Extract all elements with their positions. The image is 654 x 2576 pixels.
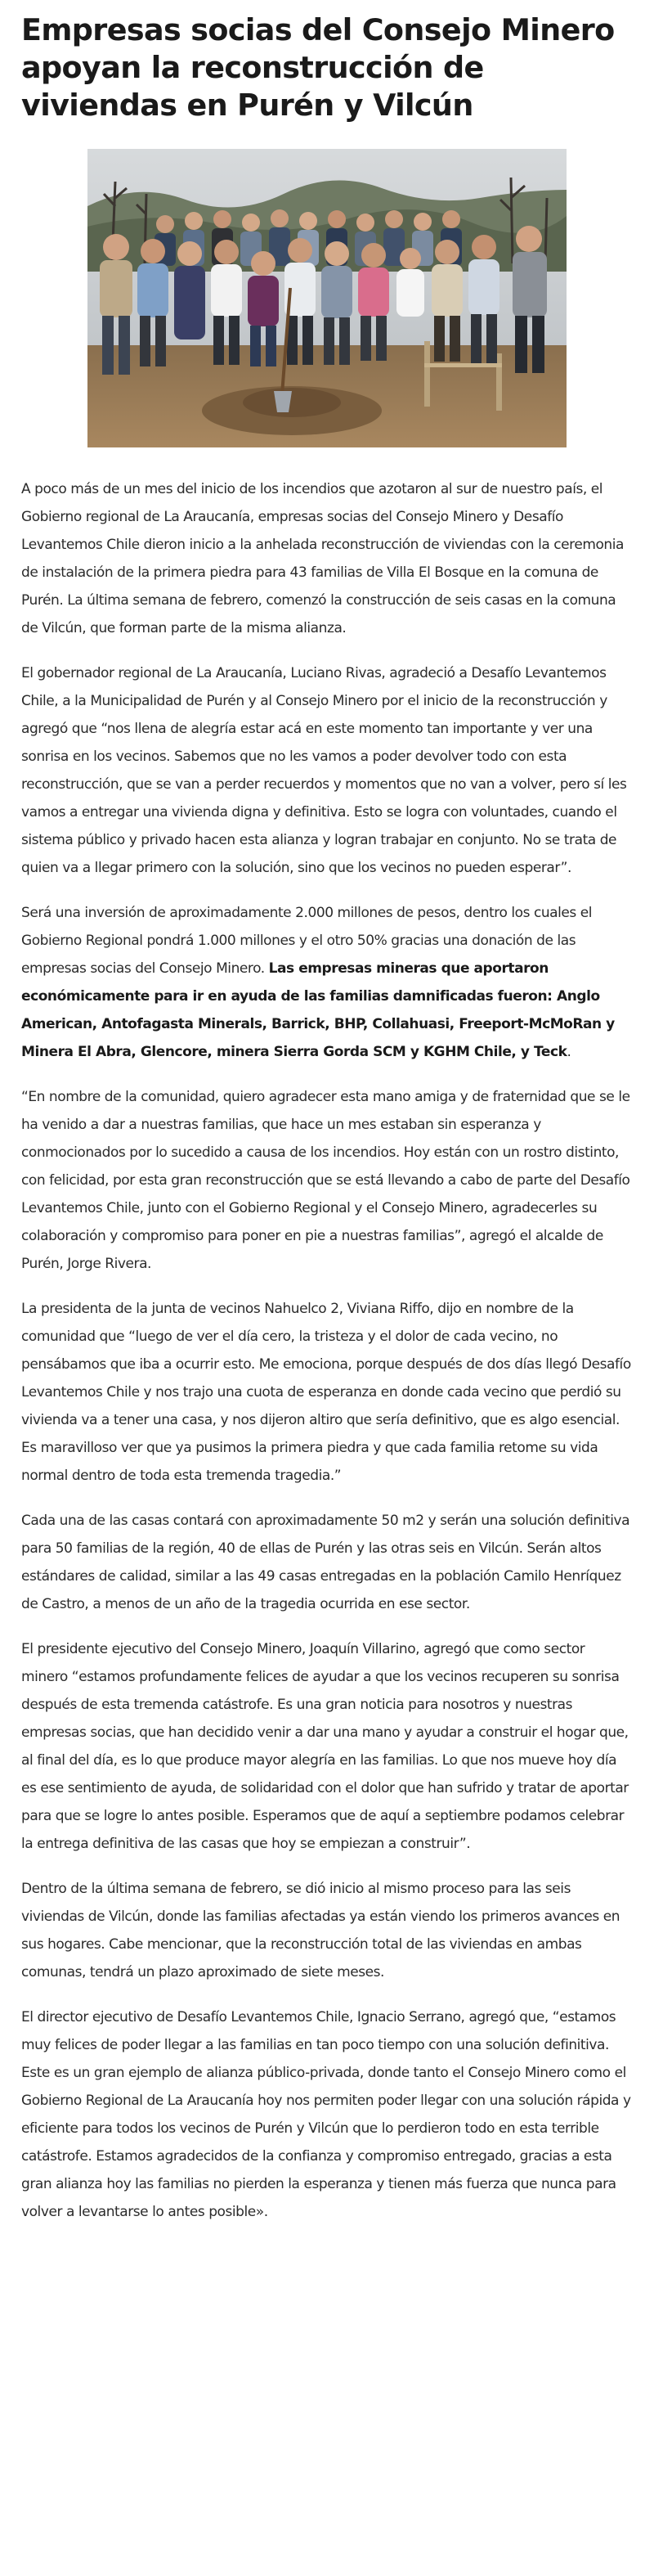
article-title: Empresas socias del Consejo Minero apoyan la reconstrucción de viviendas en Purén y Vilcún	[21, 12, 615, 123]
article-body	[21, 475, 633, 2226]
paragraph-3-tail: .	[567, 1044, 571, 1060]
paragraph-3	[21, 899, 633, 1066]
paragraph-9: El director ejecutivo de Desafío Levantemos Chile, Ignacio Serrano, agregó que, “estamos muy felices de poder llegar a las familias en tan poco tiempo con una solución definitiva. Este es un gran ejemplo de alianza público-privada, donde tanto el Consejo Minero como el Gobierno Regional de La Araucanía hoy nos permiten poder llegar con una solución rápida y eficiente para todos los vecinos de Purén y Vilcún que lo perdieron todo en esta terrible catástrofe. Estamos agradecidos de la confianza y compromiso entregado, gracias a esta gran alianza hoy las familias no pierden la esperanza y tienen más fuerza que nunca para volver a levantarse lo antes posible».	[21, 2009, 631, 2220]
paragraph-1: A poco más de un mes del inicio de los incendios que azotaron al sur de nuestro país, el Gobierno regional de La Araucanía, empresas socias del Consejo Minero y Desafío Levantemos Chile dieron inicio a la anhelada reconstrucción de viviendas con la ceremonia de instalación de la primera piedra para 43 familias de Villa El Bosque en la comuna de Purén. La última semana de febrero, comenzó la construcción de seis casas en la comuna de Vilcún, que forman parte de la misma alianza.	[21, 481, 624, 636]
paragraph-7: El presidente ejecutivo del Consejo Minero, Joaquín Villarino, agregó que como sector minero “estamos profundamente felices de ayudar a que los vecinos recuperen su sonrisa después de esta tremenda catástrofe. Es una gran noticia para nosotros y nuestras empresas socias, que han decidido venir a dar una mano y ayudar a construir el hogar que, al final del día, es lo que produce mayor alegría en las familias. Lo que nos mueve hoy día es ese sentimiento de ayuda, de solidaridad con el dolor que han sufrido y tratar de aportar para que se logre lo antes posible. Esperamos que de aquí a septiembre podamos celebrar la entrega definitiva de las casas que hoy se empiezan a construir”.	[21, 1641, 629, 1852]
paragraph-6: Cada una de las casas contará con aproximadamente 50 m2 y serán una solución definitiva para 50 familias de la región, 40 de ellas de Purén y las otras seis en Vilcún. Serán altos estándares de calidad, similar a las 49 casas entregadas en la población Camilo Henríquez de Castro, a menos de un año de la tragedia ocurrida en ese sector.	[21, 1513, 630, 1612]
paragraph-4: “En nombre de la comunidad, quiero agradecer esta mano amiga y de fraternidad que se le ha venido a dar a nuestras familias, que hace un mes estaban sin esperanza y conmocionados por lo sucedido a causa de los incendios. Hoy están con un rostro distinto, con felicidad, por esta gran reconstrucción que se está llevando a cabo de parte del Desafío Levantemos Chile, junto con el Gobierno Regional y el Consejo Minero, agradecerles su colaboración y compromiso para poner en pie a nuestras familias”, agregó el alcalde de Purén, Jorge Rivera.	[21, 1089, 630, 1272]
article-photo	[87, 149, 567, 447]
group-photo-icon	[87, 149, 567, 447]
mining-companies-list: Las empresas mineras que aportaron económicamente para ir en ayuda de las familias damnificadas fueron: Anglo American, Antofagasta Minerals, Barrick, BHP, Collahuasi, Freeport-McMoRan y Minera El Abra, Glencore, minera Sierra Gorda SCM y KGHM Chile, y Teck	[21, 960, 615, 1060]
paragraph-3-text: Será una inversión de aproximadamente 2.000 millones de pesos, dentro los cuales el Gobierno Regional pondrá 1.000 millones y el otro 50% gracias una donación de las empresas socias del Consejo Minero.	[21, 905, 593, 977]
paragraph-5: La presidenta de la junta de vecinos Nahuelco 2, Viviana Riffo, dijo en nombre de la comunidad que “luego de ver el día cero, la tristeza y el dolor de cada vecino, no pensábamos que iba a ocurrir esto. Me emociona, porque después de dos días llegó Desafío Levantemos Chile y nos trajo una cuota de esperanza en donde cada vecino que perdió su vivienda va a tener una casa, y nos dijeron altiro que sería definitivo, que es algo esencial. Es maravilloso ver que ya pusimos la primera piedra y que cada familia retome su vida normal dentro de toda esta tremenda tragedia.”	[21, 1301, 631, 1484]
paragraph-2: El gobernador regional de La Araucanía, Luciano Rivas, agradeció a Desafío Levantemos Chile, a la Municipalidad de Purén y al Consejo Minero por el inicio de la reconstrucción y agregó que “nos llena de alegría estar acá en este momento tan importante y ver una sonrisa en los vecinos. Sabemos que no les vamos a poder devolver todo con esta reconstrucción, que se van a perder recuerdos y momentos que no van a volver, pero sí les vamos a entregar una vivienda digna y definitiva. Esto se logra con voluntades, cuando el sistema público y privado hacen esta alianza y logran trabajar en conjunto. No se trata de quien va a llegar primero con la solución, sino que los vecinos no pueden esperar”.	[21, 665, 627, 876]
paragraph-8: Dentro de la última semana de febrero, se dió inicio al mismo proceso para las seis viviendas de Vilcún, donde las familias afectadas ya están viendo los primeros avances en sus hogares. Cabe mencionar, que la reconstrucción total de las viviendas en ambas comunas, tendrá un plazo aproximado de siete meses.	[21, 1881, 620, 1980]
